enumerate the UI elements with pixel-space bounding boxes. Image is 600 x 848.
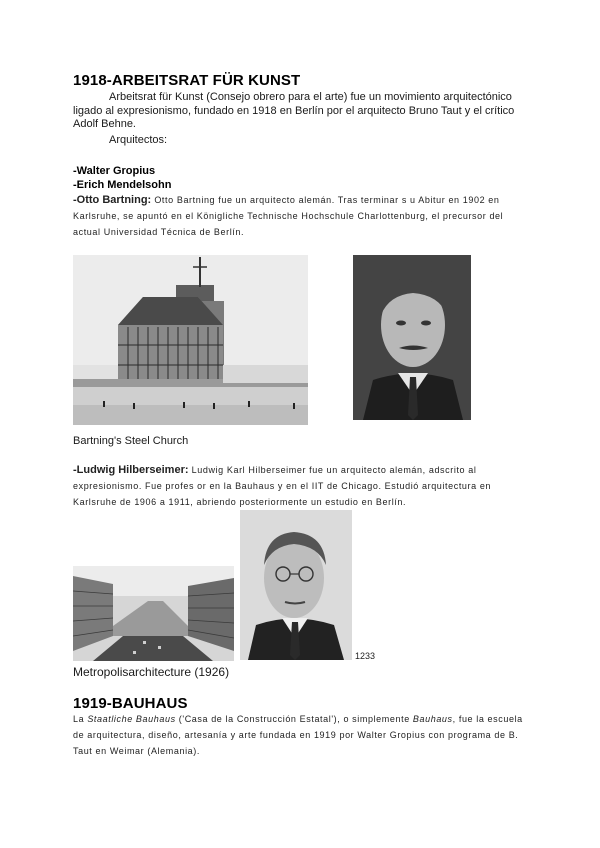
bauhaus-text-b: Staatliche Bauhaus <box>87 714 176 724</box>
hilberseimer-portrait <box>240 510 352 660</box>
church-caption: Bartning's Steel Church <box>73 435 189 447</box>
bauhaus-text-a: La <box>73 714 88 724</box>
bartning-portrait <box>353 255 471 420</box>
intro-paragraph: Arbeitsrat für Kunst (Consejo obrero para el arte) fue un movimiento arquitectónico ligado al expresionismo, fundado en 1918 en Berlín por el arquitecto Bruno Taut y el crítico Adolf Behne. <box>73 91 515 130</box>
metropolis-caption: Metropolisarchitecture (1926) <box>73 665 230 679</box>
bauhaus-text-d: Bauhaus <box>412 714 453 724</box>
section-title-arbeitsrat: 1918-ARBEITSRAT FÜR KUNST <box>73 72 301 89</box>
section-title-bauhaus: 1919-BAUHAUS <box>73 695 188 712</box>
metropolis-photo <box>73 566 234 661</box>
photo-number: 1233 <box>355 651 376 661</box>
bartning-paragraph <box>73 192 523 240</box>
hilberseimer-text: Ludwig Karl Hilberseimer fue un arquitecto alemán, adscrito al expresionismo. Fue profes or en la Bauhaus y en el IIT de Chicago. Estudió arquitectura en Karlsruhe de 1906 a 1911, abriendo posteriormente un estudio en Berlín. <box>73 465 492 507</box>
bartning-name: -Otto Bartning: <box>73 194 152 206</box>
steel-church-photo <box>73 255 308 425</box>
hilberseimer-name: -Ludwig Hilberseimer: <box>73 464 189 476</box>
bauhaus-text-e: , fue la escuela de arquitectura, diseño, artesanía y arte fundada en 1919 por Walter Gropius con programa de B. Taut en Weimar (Alemania). <box>73 714 523 756</box>
hilberseimer-paragraph <box>73 462 523 510</box>
arquitectos-label: Arquitectos: <box>109 134 168 146</box>
architect-mendelsohn: -Erich Mendelsohn <box>73 179 172 191</box>
architect-gropius: -Walter Gropius <box>73 165 156 177</box>
bartning-text: Otto Bartning fue un arquitecto alemán. Tras terminar s u Abitur en 1902 en Karlsruhe, se apuntó en el Königliche Technische Hochschule Charlottenburg, el precursor del actual Universidad Técnica de Berlín. <box>73 195 504 237</box>
bauhaus-text-c: ('Casa de la Construcción Estatal'), o simplemente <box>175 714 413 724</box>
bauhaus-paragraph <box>73 711 523 759</box>
